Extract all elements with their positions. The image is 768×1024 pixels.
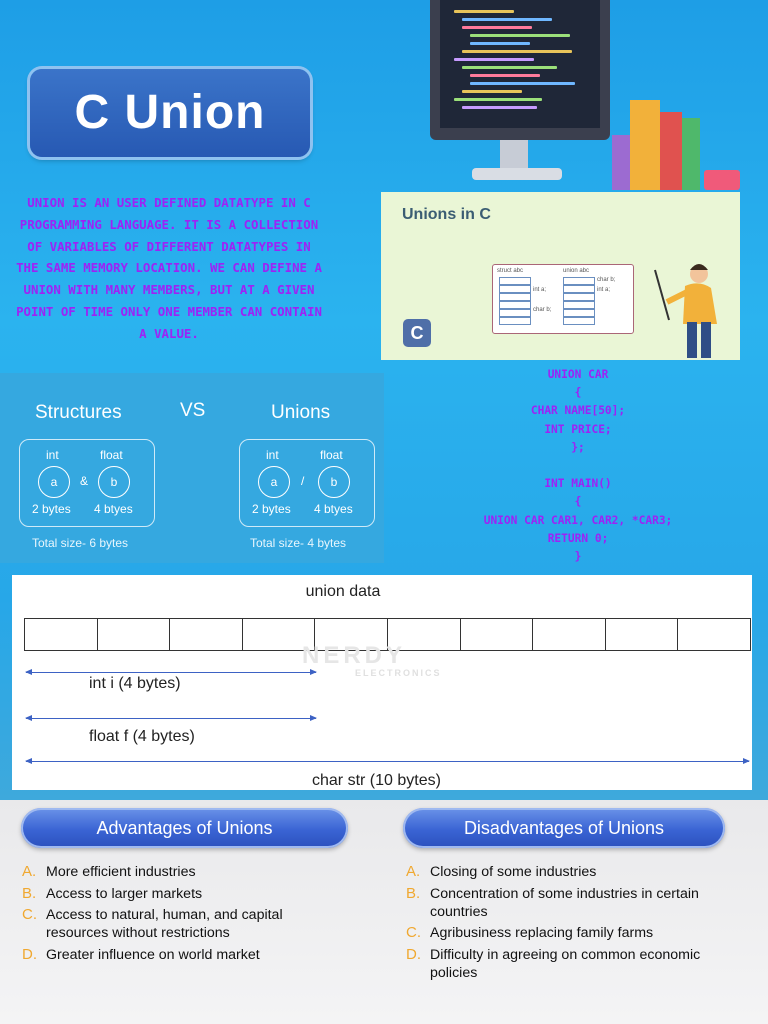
struct-member-char: char b; [533, 307, 552, 313]
monitor-stand [500, 140, 528, 170]
structure-memory-box [19, 439, 155, 527]
union-member-int: int a; [597, 287, 611, 293]
int-label: int [266, 448, 279, 462]
list-item: D. Greater influence on world market [22, 945, 260, 963]
list-item: A. Closing of some industries [406, 863, 597, 880]
code-line: RETURN 0; [547, 531, 609, 545]
monitor-stand-base [472, 168, 562, 180]
book-icon [660, 112, 682, 190]
union-data-title: union data [305, 583, 381, 600]
memory-cell [606, 619, 679, 650]
union-data-diagram [12, 575, 752, 790]
watermark-logo: NERDY [302, 642, 407, 669]
bytes-a-label: 2 bytes [32, 502, 71, 516]
int-span-arrow [26, 672, 316, 673]
book-icon [630, 100, 660, 190]
union-abc-label: union abc [563, 268, 590, 274]
teacher-illustration [651, 260, 731, 360]
circle-a: a [258, 466, 290, 498]
circle-b: b [98, 466, 130, 498]
list-item: C. Agribusiness replacing family farms [406, 924, 654, 941]
pencil-cup-icon [704, 170, 740, 190]
disadvantages-title: Disadvantages of Unions [463, 818, 665, 838]
list-item: C. Access to natural, human, and capital resources without restrictions [22, 906, 283, 941]
memory-cell [533, 619, 606, 650]
memory-cell [25, 619, 98, 650]
page-title: C Union [74, 86, 266, 139]
struct-member-int: int a; [533, 287, 547, 293]
memory-cell [170, 619, 243, 650]
code-line: { [574, 386, 582, 400]
unions-card-title: Unions in C [402, 206, 491, 223]
advantages-heading-pill [21, 808, 348, 848]
int-label: int [46, 448, 59, 462]
union-memory-box [239, 439, 375, 527]
list-item: D. Difficulty in agreeing on common economic policies [406, 945, 701, 981]
struct-union-diagram [492, 264, 634, 334]
code-line: UNION CAR [547, 368, 609, 381]
code-line: CHAR NAME[50]; [530, 404, 626, 418]
advantages-title: Advantages of Unions [96, 818, 273, 838]
circle-b: b [318, 466, 350, 498]
code-line: { [574, 495, 582, 509]
float-f-label: float f (4 bytes) [89, 728, 195, 745]
structure-total-size: Total size- 6 bytes [32, 536, 129, 550]
code-screen-illustration [440, 0, 600, 128]
memory-cell [98, 619, 171, 650]
bytes-b-label: 4 btyes [314, 502, 353, 516]
list-item: B. Access to larger markets [22, 884, 203, 902]
memory-cell [461, 619, 534, 650]
int-i-label: int i (4 bytes) [89, 675, 181, 692]
code-line: } [574, 550, 582, 564]
unions-heading: Unions [271, 402, 331, 423]
bytes-b-label: 4 btyes [94, 502, 133, 516]
advantages-list [22, 863, 342, 967]
circle-a: a [38, 466, 70, 498]
memory-cell [678, 619, 750, 650]
code-line: INT MAIN() [544, 477, 612, 491]
unions-in-c-card [381, 192, 740, 360]
code-line [440, 457, 716, 475]
and-symbol: & [80, 474, 89, 488]
title-banner [30, 69, 310, 157]
float-span-arrow [26, 718, 316, 719]
union-member-char: char b; [597, 277, 616, 283]
vs-heading: VS [180, 400, 206, 421]
list-item: B. Concentration of some industries in certain countries [406, 884, 699, 920]
code-line: }; [571, 440, 585, 454]
char-span-arrow [26, 761, 749, 762]
c-language-logo-icon: C [403, 319, 431, 347]
bytes-a-label: 2 bytes [252, 502, 291, 516]
book-icon [682, 118, 700, 190]
code-line: INT PRICE; [544, 422, 612, 436]
or-symbol: / [301, 474, 305, 488]
structures-vs-unions-card [0, 373, 384, 563]
structures-heading: Structures [35, 402, 122, 423]
union-code-sample [440, 366, 716, 566]
disadvantages-heading-pill [403, 808, 725, 848]
float-label: float [320, 448, 343, 462]
char-str-label: char str (10 bytes) [312, 772, 441, 789]
float-label: float [100, 448, 123, 462]
code-line: UNION CAR CAR1, CAR2, *CAR3; [483, 513, 673, 527]
union-definition-text: UNION IS AN USER DEFINED DATATYPE IN C PROGRAMMING LANGUAGE. IT IS A COLLECTION OF VARIABLES OF DIFFERENT DATATYPES IN THE SAME MEMORY LOCATION. WE CAN DEFINE A UNION WITH MANY MEMBERS, BUT AT A GIVEN POINT OF TIME ONLY ONE MEMBER CAN CONTAIN A VALUE. [16, 195, 322, 341]
watermark-subtitle: ELECTRONICS [355, 668, 442, 678]
disadvantages-list [406, 863, 706, 985]
list-item: A. More efficient industries [22, 863, 196, 880]
struct-abc-label: struct abc [497, 268, 524, 274]
union-total-size: Total size- 4 bytes [250, 536, 347, 550]
